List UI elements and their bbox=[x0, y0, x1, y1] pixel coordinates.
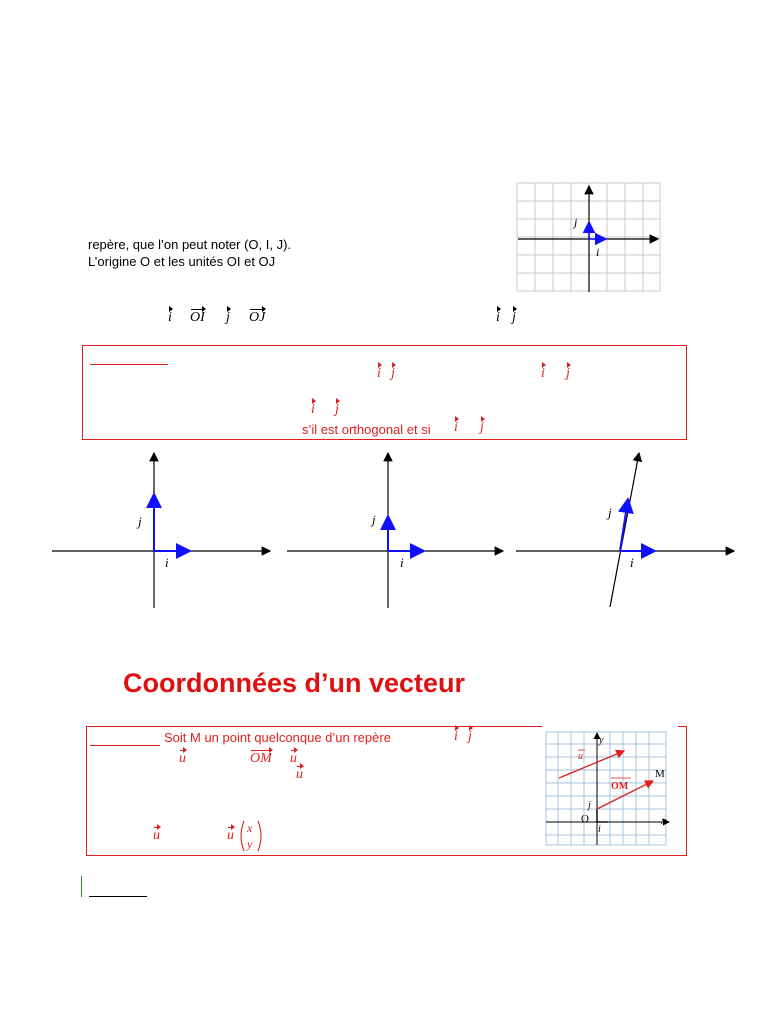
vector-i: i bbox=[541, 366, 545, 381]
vector-j: j bbox=[468, 729, 472, 744]
coordinates-box-right-border bbox=[686, 726, 687, 855]
svg-text:y: y bbox=[247, 837, 253, 851]
svg-text:OM: OM bbox=[611, 781, 629, 792]
repere-quelconque bbox=[516, 453, 734, 607]
vector-j: j bbox=[391, 366, 395, 381]
bottom-underline bbox=[89, 896, 147, 897]
coordinates-box-top-border bbox=[86, 726, 542, 727]
i-label: i bbox=[596, 245, 600, 259]
vector-u-coordinates: u bbox=[227, 828, 234, 843]
vector-OM: OM bbox=[250, 751, 272, 766]
vector-i: i bbox=[454, 729, 458, 744]
svg-text:x: x bbox=[247, 821, 253, 835]
intro-line-2: L’origine O et les unités OI et OJ bbox=[88, 254, 276, 269]
margin-marker bbox=[81, 876, 82, 897]
definition-underline bbox=[90, 364, 168, 365]
vector-i: i bbox=[377, 366, 381, 381]
intro-line-1: repère, que l’on peut noter (O, I, J). bbox=[88, 237, 292, 252]
repere-orthonormal bbox=[52, 453, 270, 608]
vector-i: i bbox=[454, 420, 458, 435]
j-label: j bbox=[574, 215, 578, 229]
section-title: Coordonnées d’un vecteur bbox=[123, 668, 466, 698]
svg-text:x: x bbox=[661, 815, 666, 827]
vector-j: j bbox=[512, 310, 516, 325]
svg-text:j: j bbox=[138, 514, 142, 529]
svg-text:i: i bbox=[165, 555, 169, 570]
vector-u: u bbox=[290, 751, 297, 766]
grid-figure-top bbox=[516, 182, 664, 294]
repere-figures bbox=[0, 445, 768, 615]
vector-j: j bbox=[335, 402, 339, 417]
coordinates-underline bbox=[90, 745, 160, 746]
coordinates-box-left-border bbox=[86, 726, 87, 855]
vector-u: u bbox=[179, 751, 186, 766]
coordinates-box-bottom-border bbox=[86, 855, 687, 856]
vector-u: u bbox=[296, 767, 303, 782]
vector-u: u bbox=[153, 828, 160, 843]
svg-text:y: y bbox=[599, 735, 604, 746]
vector-j: j bbox=[566, 366, 570, 381]
svg-text:j: j bbox=[588, 800, 591, 811]
vector-OJ: OJ bbox=[249, 310, 266, 325]
grid-figure-coordinates bbox=[545, 731, 673, 847]
repere-orthogonal bbox=[287, 453, 503, 608]
vector-i: i bbox=[311, 402, 315, 417]
svg-text:i: i bbox=[400, 555, 404, 570]
vector-j: j bbox=[226, 310, 230, 325]
vector-i: i bbox=[168, 310, 172, 325]
vector-j: j bbox=[480, 420, 484, 435]
svg-text:u: u bbox=[578, 751, 583, 762]
vector-OI: OI bbox=[190, 310, 205, 325]
coordinates-line-1: Soit M un point quelconque d’un repère bbox=[164, 730, 391, 745]
svg-text:j: j bbox=[608, 505, 612, 520]
svg-text:i: i bbox=[630, 555, 634, 570]
svg-text:j: j bbox=[372, 512, 376, 527]
svg-text:O: O bbox=[581, 813, 589, 825]
svg-text:i: i bbox=[598, 824, 601, 835]
svg-text:M: M bbox=[655, 768, 665, 780]
vector-i: i bbox=[496, 310, 500, 325]
coordinates-column-vector bbox=[238, 819, 264, 853]
orthogonal-text: s’il est orthogonal et si bbox=[302, 422, 431, 437]
